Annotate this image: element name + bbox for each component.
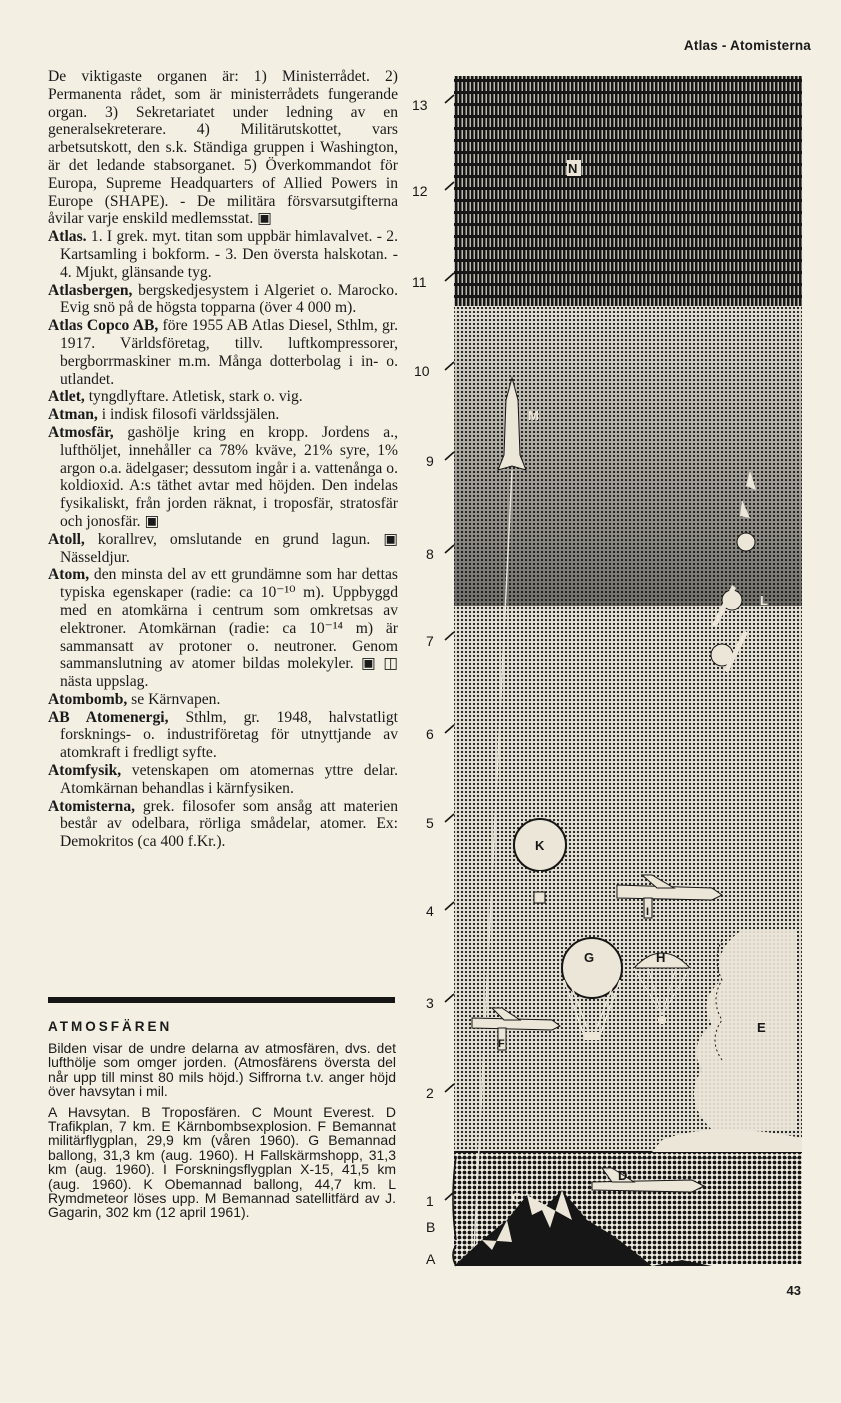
scale-label: 11 bbox=[412, 274, 427, 290]
entry-body: före 1955 AB Atlas Diesel, Sthlm, gr. 1917. Världsföretag, tillv. luftkompressorer, bergborrmaskiner m.m. Många dotterbolag i in- o. utlandet. bbox=[60, 317, 398, 388]
marker-label-n: N bbox=[568, 161, 578, 176]
marker-label-k: K bbox=[535, 838, 545, 853]
entry-body: bergskedjesystem i Algeriet o. Marocko. Evig snö på de högsta topparna (över 4 000 m). bbox=[60, 281, 398, 317]
entry-atomenergi bbox=[48, 709, 398, 762]
atmosphere-heading: ATMOSFÄREN bbox=[48, 1019, 173, 1034]
marker-label-i: I bbox=[646, 906, 650, 918]
entry-body: gashölje kring en kropp. Jordens a., lufthöljet, innehåller ca 78% kväve, 21% syre, 1% argon o.a. ädelgaser; dessutom ingår i a. vattenånga o. koldioxid. A:s täthet avtar med höjden. Den indelas fysikaliskt, från jorden räknat, i troposfär, stratosfär och jonosfär. ▣ bbox=[60, 423, 398, 530]
running-head: Atlas - Atomisterna bbox=[683, 38, 811, 53]
marker-label-f: F bbox=[498, 1038, 505, 1050]
scale-label: 4 bbox=[426, 903, 434, 919]
entry-headword: Atomisterna, bbox=[48, 797, 136, 815]
entry-body: den minsta del av ett grundämne som har dettas typiska egenskaper (radie: ca 10⁻¹⁰ m). Uppbyggd med en atomkärna i centrum som omkretsas av elektroner. Atomkärnan (radie: ca 10⁻¹⁴ m) är sammansatt av protoner o. neutroner. Genom sammanslutning av atomer bildas molekyler. ▣ ◫ nästa uppslag. bbox=[60, 566, 398, 691]
entry-headword: AB Atomenergi, bbox=[48, 708, 169, 726]
entry-headword: Atoll, bbox=[48, 530, 85, 548]
encyclopedia-column bbox=[48, 68, 398, 851]
entry-atlet bbox=[48, 388, 398, 406]
entry-body: grek. filosofer som ansåg att materien består av odelbara, rörliga smådelar, atomer. Ex: Demokritos (ca 400 f.Kr.). bbox=[60, 797, 398, 851]
scale-label: 3 bbox=[426, 995, 434, 1011]
entry-atlas bbox=[48, 228, 398, 281]
entry-body: i indisk filosofi världssjälen. bbox=[97, 406, 280, 424]
scale-label: 2 bbox=[426, 1085, 434, 1101]
entry-headword: Atom, bbox=[48, 566, 90, 584]
page-number: 43 bbox=[786, 1283, 801, 1298]
scale-label: 8 bbox=[426, 546, 434, 562]
scale-label: 7 bbox=[426, 633, 434, 649]
atmosphere-intro: Bilden visar de undre delarna av atmosfären, dvs. det lufthölje som omger jorden. (Atmosfärens översta del når upp till minst 80 mils höjd.) Siffrorna t.v. anger höjd över havsytan i mil. bbox=[48, 1040, 396, 1100]
entry-body: Sthlm, gr. 1948, halvstatligt forsknings- o. industriföretag för utnyttjande av atomkraft i fredligt syfte. bbox=[60, 708, 399, 762]
marker-label-h: H bbox=[656, 950, 666, 965]
entry-headword: Atlet, bbox=[48, 388, 85, 406]
entry-continuation bbox=[48, 68, 398, 228]
entry-body: se Kärnvapen. bbox=[127, 690, 221, 708]
scale-label: 12 bbox=[412, 183, 428, 199]
scale-label: 13 bbox=[412, 97, 428, 113]
entry-atomisterna bbox=[48, 798, 398, 851]
scale-label: 1 bbox=[426, 1193, 434, 1209]
entry-atmosfar bbox=[48, 424, 398, 531]
scale-label: 6 bbox=[426, 726, 434, 742]
atmosphere-illustration bbox=[412, 70, 812, 1275]
entry-headword: Atlas. bbox=[48, 228, 87, 246]
scale-label: 5 bbox=[426, 815, 434, 831]
marker-label-m: M bbox=[528, 408, 539, 423]
atmosphere-caption bbox=[48, 1041, 396, 1226]
entry-body: De viktigaste organen är: 1) Ministerrådet. 2) Permanenta rådet, som är ministerrådets fungerande organ. 3) Sekretariatet under ledning av en generalsekreterare. 4) Militärutskottet, vars arbetsutskott, den s.k. Ständiga gruppen i Washington, är det ledande stabsorganet. 5) Överkommandot för Europa, Supreme Headquarters of Allied Powers in Europe (SHAPE). - De militära försvarsutgifterna åvilar varje enskild medlemsstat. ▣ bbox=[48, 68, 398, 228]
entry-body: tyngdlyftare. Atletisk, stark o. vig. bbox=[84, 388, 303, 406]
entry-body: vetenskapen om atomernas yttre delar. Atomkärnan behandlas i kärnfysiken. bbox=[60, 762, 398, 797]
scale-label: 10 bbox=[414, 363, 430, 379]
marker-label-e: E bbox=[757, 1020, 766, 1035]
scale-label: 9 bbox=[426, 453, 434, 469]
entry-headword: Atlas Copco AB, bbox=[48, 317, 159, 335]
entry-headword: Atmosfär, bbox=[48, 423, 114, 441]
marker-label-c: C bbox=[512, 1190, 522, 1205]
entry-headword: Atman, bbox=[48, 406, 98, 424]
entry-atman bbox=[48, 406, 398, 424]
entry-atom bbox=[48, 566, 398, 691]
scale-label-base: B bbox=[426, 1219, 436, 1235]
entry-atomfysik bbox=[48, 762, 398, 798]
entry-atombomb bbox=[48, 691, 398, 709]
entry-body: 1. I grek. myt. titan som uppbär himlavalvet. - 2. Kartsamling i bokform. - 3. Den översta halskotan. - 4. Mjukt, glänsande tyg. bbox=[60, 228, 398, 281]
entry-headword: Atomfysik, bbox=[48, 762, 122, 780]
marker-label-g: G bbox=[584, 950, 595, 965]
entry-atlas-copco bbox=[48, 317, 398, 388]
entry-atoll bbox=[48, 531, 398, 567]
entry-headword: Atlasbergen, bbox=[48, 281, 133, 299]
marker-label-d: D bbox=[618, 1168, 628, 1183]
entry-body: korallrev, omslutande en grund lagun. ▣ Nässeldjur. bbox=[60, 530, 398, 566]
scale-label-base: A bbox=[426, 1251, 436, 1267]
entry-atlasbergen bbox=[48, 282, 398, 318]
atmosphere-legend: A Havsytan. B Troposfären. C Mount Everest. D Trafikplan, 7 km. E Kärnbombsexplosion. F Bemannat militärflygplan, 29,9 km (våren 1960). G Bemannad ballong, 31,3 km (aug. 1960). H Fallskärmshopp, 31,3 km (aug. 1960). I Forskningsflygplan X-15, 41,5 km (aug. 1960). K Obemannad ballong, 44,7 km. L Rymdmeteor löses upp. M Bemannad satellitfärd av J. Gagarin, 302 km (12 april 1961). bbox=[48, 1103, 396, 1221]
marker-label-l: L bbox=[760, 593, 768, 608]
entry-headword: Atombomb, bbox=[48, 690, 128, 708]
section-rule bbox=[48, 997, 395, 1003]
